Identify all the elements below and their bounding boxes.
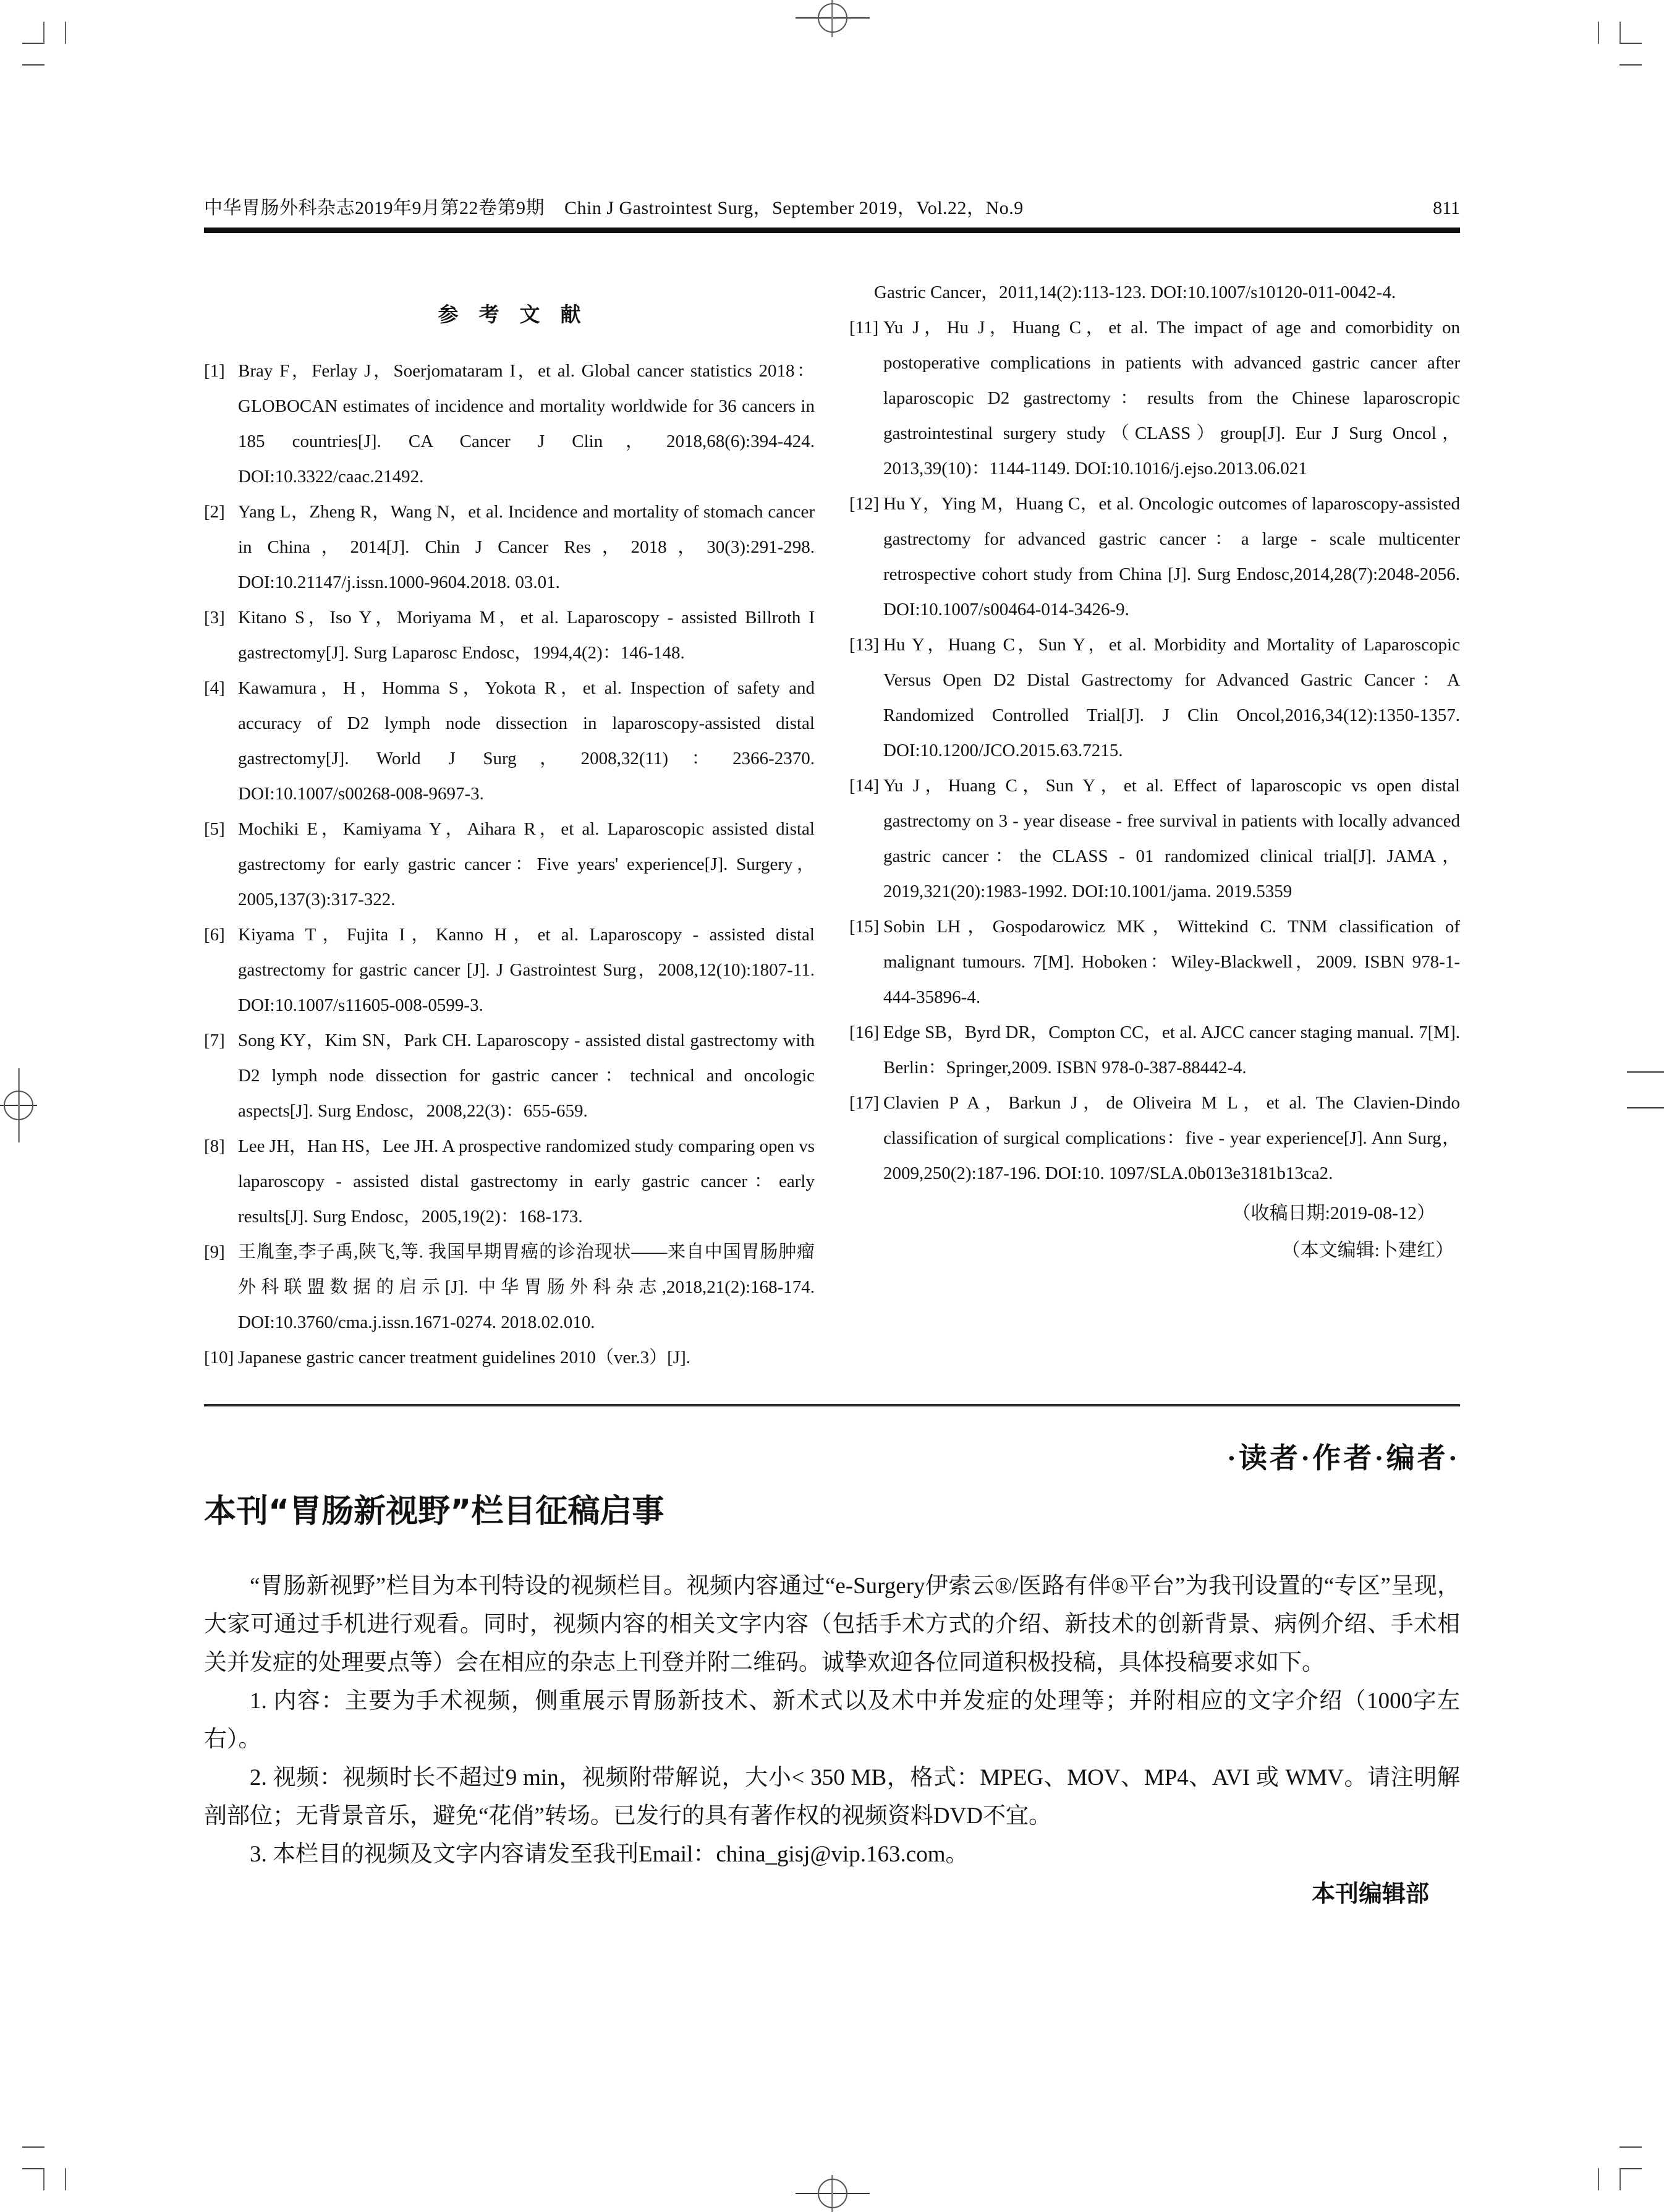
journal-title-en: Chin J Gastrointest Surg，September 2019，Vol.22，No.9 bbox=[564, 198, 1024, 218]
references-right-column bbox=[849, 275, 1460, 1376]
crop-line bbox=[1598, 22, 1599, 44]
reference-label: [17] bbox=[849, 1093, 880, 1113]
reference-label: [15] bbox=[849, 917, 880, 937]
reference-item-7 bbox=[204, 1023, 815, 1129]
header-rule bbox=[204, 228, 1460, 233]
reference-item-5 bbox=[204, 812, 815, 917]
section-divider bbox=[204, 1404, 1460, 1406]
reference-text: Japanese gastric cancer treatment guidelines 2010（ver.3）[J]. bbox=[238, 1348, 690, 1368]
crop-line bbox=[1619, 43, 1642, 44]
reference-item-2 bbox=[204, 495, 815, 600]
reader-author-editor-label: ·读者·作者·编者· bbox=[1226, 1442, 1460, 1474]
crop-line bbox=[65, 2168, 66, 2190]
crop-line bbox=[1619, 2168, 1642, 2169]
editorial-office-signature: 本刊编辑部 bbox=[1311, 1880, 1429, 1907]
announcement-item-3: 3. 本栏目的视频及文字内容请发至我刊Email：china_gisj@vip.163.com。 bbox=[250, 1842, 969, 1867]
reference-text: Edge SB，Byrd DR，Compton CC，et al. AJCC cancer staging manual. 7[M]. Berlin：Springer,2009. ISBN 978-0-387-88442-4. bbox=[883, 1023, 1460, 1078]
reference-text: Yu J，Hu J，Huang C，et al. The impact of age and comorbidity on postoperative complications in patients with advanced gastric cancer after laparoscopic D2 gastrectomy：results from the Chinese laparoscropic gastrointestinal surgery study（CLASS）group[J]. Eur J Surg Oncol，2013,39(10)：1144-1149. DOI:10.1016/j.ejso.2013.06.021 bbox=[883, 318, 1460, 479]
reference-item-10 bbox=[204, 1340, 815, 1376]
crop-line bbox=[1598, 2168, 1599, 2190]
running-header bbox=[204, 197, 1460, 220]
references-section-title: 参 考 文 献 bbox=[438, 304, 581, 326]
reference-text: Mochiki E，Kamiyama Y，Aihara R，et al. Laparoscopic assisted distal gastrectomy for early gastric cancer：Five years' experience[J]. Surgery，2005,137(3):317-322. bbox=[238, 819, 815, 909]
reference-text: Song KY，Kim SN，Park CH. Laparoscopy - assisted distal gastrectomy with D2 lymph node dissection for gastric cancer：technical and oncologic aspects[J]. Surg Endosc，2008,22(3)：655-659. bbox=[238, 1031, 815, 1121]
reference-text: Kitano S，Iso Y，Moriyama M，et al. Laparoscopy - assisted Billroth I gastrectomy[J]. Surg Laparosc Endosc，1994,4(2)：146-148. bbox=[238, 608, 815, 663]
reference-text: Hu Y，Huang C，Sun Y，et al. Morbidity and Mortality of Laparoscopic Versus Open D2 Distal Gastrectomy for Advanced Gastric Cancer：A Randomized Controlled Trial[J]. J Clin Oncol,2016,34(12):1350-1357. DOI:10.1200/JCO.2015.63.7215. bbox=[883, 635, 1460, 760]
crop-line bbox=[1619, 22, 1621, 44]
reference-item-4 bbox=[204, 671, 815, 812]
reference-text: Lee JH，Han HS，Lee JH. A prospective randomized study comparing open vs laparoscopy - assisted distal gastrectomy in early gastric cancer：early results[J]. Surg Endosc，2005,19(2)：168-173. bbox=[238, 1136, 815, 1227]
reference-text: Bray F，Ferlay J，Soerjomataram I，et al. Global cancer statistics 2018：GLOBOCAN estimates of incidence and mortality worldwide for 36 cancers in 185 countries[J]. CA Cancer J Clin，2018,68(6):394-424. DOI:10.3322/caac.21492. bbox=[238, 361, 815, 487]
reference-label: [1] bbox=[204, 361, 225, 381]
reference-label: [9] bbox=[204, 1242, 225, 1262]
reference-item-6 bbox=[204, 917, 815, 1023]
reference-item-17 bbox=[849, 1086, 1460, 1191]
crop-line bbox=[1619, 64, 1642, 66]
announcement-body bbox=[204, 1567, 1460, 1874]
registration-circle bbox=[818, 3, 847, 33]
journal-title-cn: 中华胃肠外科杂志2019年9月第22卷第9期 bbox=[204, 198, 545, 218]
reference-item-10-continuation: Gastric Cancer，2011,14(2):113-123. DOI:10.1007/s10120-011-0042-4. bbox=[874, 283, 1396, 302]
reference-text: Hu Y，Ying M，Huang C，et al. Oncologic outcomes of laparoscopy-assisted gastrectomy for advanced gastric cancer：a large - scale multicenter retrospective cohort study from China [J]. Surg Endosc,2014,28(7):2048-2056. DOI:10.1007/s00464-014-3426-9. bbox=[883, 494, 1460, 619]
reference-text: Clavien P A，Barkun J，de Oliveira M L，et al. The Clavien-Dindo classification of surgical complications：five - year experience[J]. Ann Surg，2009,250(2):187-196. DOI:10. 1097/SLA.0b013e3181b13ca2. bbox=[883, 1093, 1460, 1183]
reference-label: [7] bbox=[204, 1031, 225, 1050]
reference-item-3 bbox=[204, 600, 815, 671]
page-content bbox=[204, 197, 1460, 1913]
announcement-item-1: 1. 内容：主要为手术视频，侧重展示胃肠新技术、新术式以及术中并发症的处理等；并附相应的文字介绍（1000字左右）。 bbox=[204, 1688, 1460, 1752]
crop-line bbox=[22, 64, 45, 66]
reference-label: [5] bbox=[204, 819, 225, 839]
references-left-column bbox=[204, 275, 815, 1376]
page-number: 811 bbox=[1433, 198, 1460, 218]
reference-item-12 bbox=[849, 487, 1460, 627]
reference-item-16 bbox=[849, 1015, 1460, 1086]
crop-line bbox=[22, 2168, 45, 2169]
registration-circle bbox=[818, 2179, 847, 2208]
registration-circle bbox=[4, 1091, 33, 1120]
editor-note: （本文编辑:卜建红） bbox=[1281, 1240, 1454, 1261]
reference-item-1 bbox=[204, 354, 815, 495]
reference-text: Kawamura，H，Homma S，Yokota R，et al. Inspection of safety and accuracy of D2 lymph node dissection in laparoscopy-assisted distal gastrectomy[J]. World J Surg，2008,32(11)：2366-2370. DOI:10.1007/s00268-008-9697-3. bbox=[238, 678, 815, 804]
crop-line bbox=[43, 2168, 45, 2190]
registration-line bbox=[1627, 1107, 1664, 1108]
reference-label: [2] bbox=[204, 502, 225, 522]
reference-item-14 bbox=[849, 768, 1460, 909]
reference-text: 王胤奎,李子禹,陕飞,等. 我国早期胃癌的诊治现状——来自中国胃肠肿瘤外科联盟数据的启示[J]. 中华胃肠外科杂志,2018,21(2):168-174. DOI:10.3760/cma.j.issn.1671-0274. 2018.02.010. bbox=[238, 1242, 815, 1332]
reference-text: Sobin LH，Gospodarowicz MK，Wittekind C. TNM classification of malignant tumours. 7[M]. Hoboken：Wiley-Blackwell，2009. ISBN 978-1-444-35896-4. bbox=[883, 917, 1460, 1007]
announcement-item-2: 2. 视频：视频时长不超过9 min，视频附带解说，大小< 350 MB，格式：MPEG、MOV、MP4、AVI 或 WMV。请注明解剖部位；无背景音乐，避免“花俏”转场。已发行的具有著作权的视频资料DVD不宜。 bbox=[204, 1765, 1460, 1829]
reference-text: Yang L，Zheng R，Wang N，et al. Incidence and mortality of stomach cancer in China，2014[J]. Chin J Cancer Res，2018，30(3):291-298. DOI:10.21147/j.issn.1000-9604.2018. 03.01. bbox=[238, 502, 815, 592]
crop-line bbox=[22, 43, 45, 44]
reference-item-11 bbox=[849, 310, 1460, 487]
crop-line bbox=[22, 2146, 45, 2148]
reference-columns bbox=[204, 275, 1460, 1376]
reference-label: [11] bbox=[849, 318, 879, 338]
crop-line bbox=[1619, 2168, 1621, 2190]
reference-label: [10] bbox=[204, 1348, 234, 1368]
crop-line bbox=[65, 22, 66, 44]
announcement-title: 本刊“胃肠新视野”栏目征稿启事 bbox=[204, 1493, 664, 1530]
reference-label: [4] bbox=[204, 678, 225, 698]
reference-item-13 bbox=[849, 627, 1460, 768]
crop-line bbox=[43, 22, 45, 44]
reference-label: [16] bbox=[849, 1023, 880, 1042]
reference-item-9 bbox=[204, 1235, 815, 1340]
reference-label: [14] bbox=[849, 776, 880, 796]
reference-label: [6] bbox=[204, 925, 225, 945]
crop-line bbox=[1619, 2146, 1642, 2148]
reference-label: [12] bbox=[849, 494, 880, 514]
reference-text: Yu J，Huang C，Sun Y，et al. Effect of laparoscopic vs open distal gastrectomy on 3 - year disease - free survival in patients with locally advanced gastric cancer：the CLASS - 01 randomized clinical trial[J]. JAMA，2019,321(20):1983-1992. DOI:10.1001/jama. 2019.5359 bbox=[883, 776, 1460, 901]
registration-line bbox=[1627, 1071, 1664, 1073]
received-date: （收稿日期:2019-08-12） bbox=[1232, 1203, 1435, 1223]
reference-label: [13] bbox=[849, 635, 880, 655]
reference-item-8 bbox=[204, 1129, 815, 1235]
reference-label: [8] bbox=[204, 1136, 225, 1156]
reference-text: Kiyama T，Fujita I，Kanno H，et al. Laparoscopy - assisted distal gastrectomy for gastric cancer [J]. J Gastrointest Surg，2008,12(10):1807-11. DOI:10.1007/s11605-008-0599-3. bbox=[238, 925, 815, 1015]
announcement-intro: “胃肠新视野”栏目为本刊特设的视频栏目。视频内容通过“e-Surgery伊索云®/医路有伴®平台”为我刊设置的“专区”呈现，大家可通过手机进行观看。同时，视频内容的相关文字内容（包括手术方式的介绍、新技术的创新背景、病例介绍、手术相关并发症的处理要点等）会在相应的杂志上刊登并附二维码。诚挚欢迎各位同道积极投稿，具体投稿要求如下。 bbox=[204, 1573, 1460, 1675]
reference-item-15 bbox=[849, 909, 1460, 1015]
journal-title-line bbox=[204, 197, 1024, 220]
reference-label: [3] bbox=[204, 608, 225, 627]
